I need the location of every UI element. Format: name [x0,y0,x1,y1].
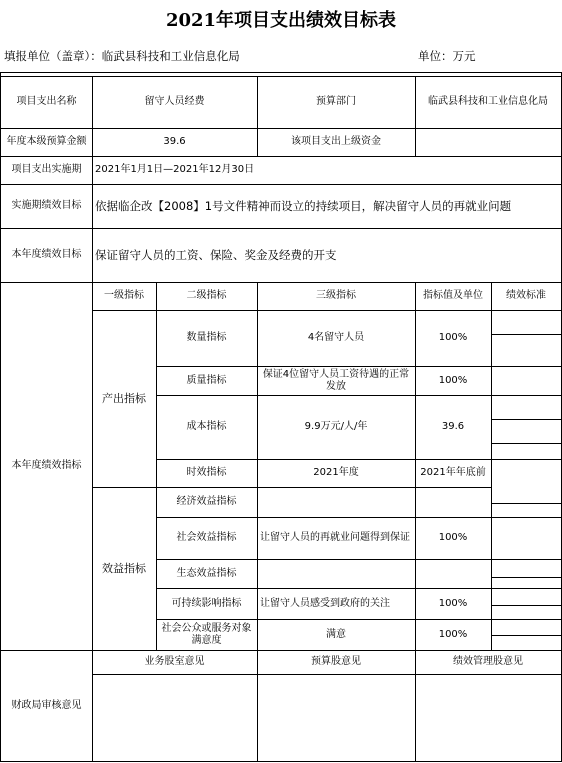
grid-line [92,487,492,488]
economic-value [415,487,491,517]
review-label: 财政局审核意见 [11,700,82,711]
period-value: 2021年1月1日—2021年12月30日 [95,164,255,175]
timeliness-label: 时效指标 [186,467,227,478]
col-level1: 一级指标 [104,290,144,301]
quantity-desc: 4名留守人员 [307,332,365,343]
grid-line [0,650,562,651]
period-goal-label: 实施期绩效目标 [11,200,82,211]
col-level2: 二级指标 [186,290,227,301]
cost-label: 成本指标 [186,421,227,432]
grid-line [0,76,562,77]
grid-line [491,577,562,578]
grid-line [0,228,562,229]
grid-line [0,72,562,73]
period-label: 项目支出实施期 [11,164,82,175]
performance-opinion-label: 绩效管理股意见 [453,656,523,667]
page-title: 2021年项目支出绩效目标表 [165,10,397,31]
amount-unit: 单位：万元 [418,49,476,63]
grid-line [491,366,562,367]
grid-line [0,156,562,157]
economic-label: 经济效益指标 [176,496,237,507]
grid-line [491,605,562,606]
grid-line [156,395,492,396]
grid-line [415,76,416,157]
performance-table [0,72,562,762]
grid-line [491,443,562,444]
project-name-label: 项目支出名称 [16,96,77,107]
quality-label: 质量指标 [186,374,227,386]
grid-line [491,282,492,651]
grid-line [156,517,492,518]
satisfaction-desc: 满意 [326,628,346,640]
ecological-value [415,559,491,588]
quantity-value: 100% [438,332,468,343]
sustainable-value: 100% [438,597,468,609]
grid-line [156,588,492,589]
grid-line [415,282,416,762]
col-value: 指标值及单位 [423,290,483,301]
grid-line [156,619,492,620]
timeliness-value: 2021年年底前 [420,467,486,478]
reporting-unit: 填报单位（盖章）：临武县科技和工业信息化局 [4,49,240,63]
business-opinion-label: 业务股室意见 [144,656,205,667]
grid-line [0,72,1,762]
sustainable-desc: 让留守人员感受到政府的关注 [260,597,390,609]
grid-line [491,635,562,636]
quality-value: 100% [438,374,468,386]
grid-line [491,588,562,589]
quality-desc: 保证4位留守人员工资待遇的正常发放 [262,368,410,392]
cost-desc: 9.9万元/人/年 [304,421,368,432]
period-goal-value: 依据临企改【2008】1号文件精神而设立的持续项目，解决留守人员的再就业问题 [95,199,512,213]
project-name-value: 留守人员经费 [144,96,205,107]
grid-line [0,128,562,129]
grid-line [0,184,562,185]
economic-desc [257,487,415,517]
grid-line [92,674,562,675]
grid-line [92,76,93,762]
benefit-indicator-label: 效益指标 [102,561,146,575]
upper-funds-value [415,128,561,156]
col-level3: 三级指标 [316,290,356,301]
budget-dept-value: 临武县科技和工业信息化局 [428,96,548,107]
ecological-label: 生态效益指标 [176,567,237,579]
social-value: 100% [438,532,468,543]
year-goal-label: 本年度绩效目标 [11,249,82,260]
grid-line [156,559,492,560]
grid-line [491,559,562,560]
timeliness-desc: 2021年度 [313,467,359,478]
grid-line [0,282,562,283]
grid-line [156,459,492,460]
year-goal-value: 保证留守人员的工资、保险、奖金及经费的开支 [95,248,337,262]
satisfaction-value: 100% [438,628,468,640]
grid-line [257,76,258,157]
social-desc: 让留守人员的再就业问题得到保证 [260,532,410,543]
grid-line [156,282,157,651]
budget-dept-label: 预算部门 [316,96,356,107]
satisfaction-label: 社会公众或服务对象满意度 [161,622,252,646]
grid-line [491,517,562,518]
output-indicator-label: 产出指标 [102,391,146,405]
grid-line [491,419,562,420]
indicators-section-label: 本年度绩效指标 [11,460,82,471]
cost-value: 39.6 [441,421,465,432]
sustainable-label: 可持续影响指标 [171,597,242,609]
upper-funds-label: 该项目支出上级资金 [291,136,381,147]
quantity-label: 数量指标 [186,332,227,343]
grid-line [491,503,562,504]
ecological-desc [257,559,415,588]
grid-line [156,366,492,367]
social-label: 社会效益指标 [176,532,237,543]
budget-amount-value: 39.6 [163,136,186,147]
grid-line [257,282,258,762]
grid-line [491,334,562,335]
grid-line [0,761,562,762]
grid-line [491,395,562,396]
budget-amount-label: 年度本级预算金额 [6,136,87,147]
grid-line [491,459,562,460]
budget-opinion-label: 预算股意见 [311,656,361,667]
col-standard: 绩效标准 [506,290,546,301]
grid-line [491,619,562,620]
